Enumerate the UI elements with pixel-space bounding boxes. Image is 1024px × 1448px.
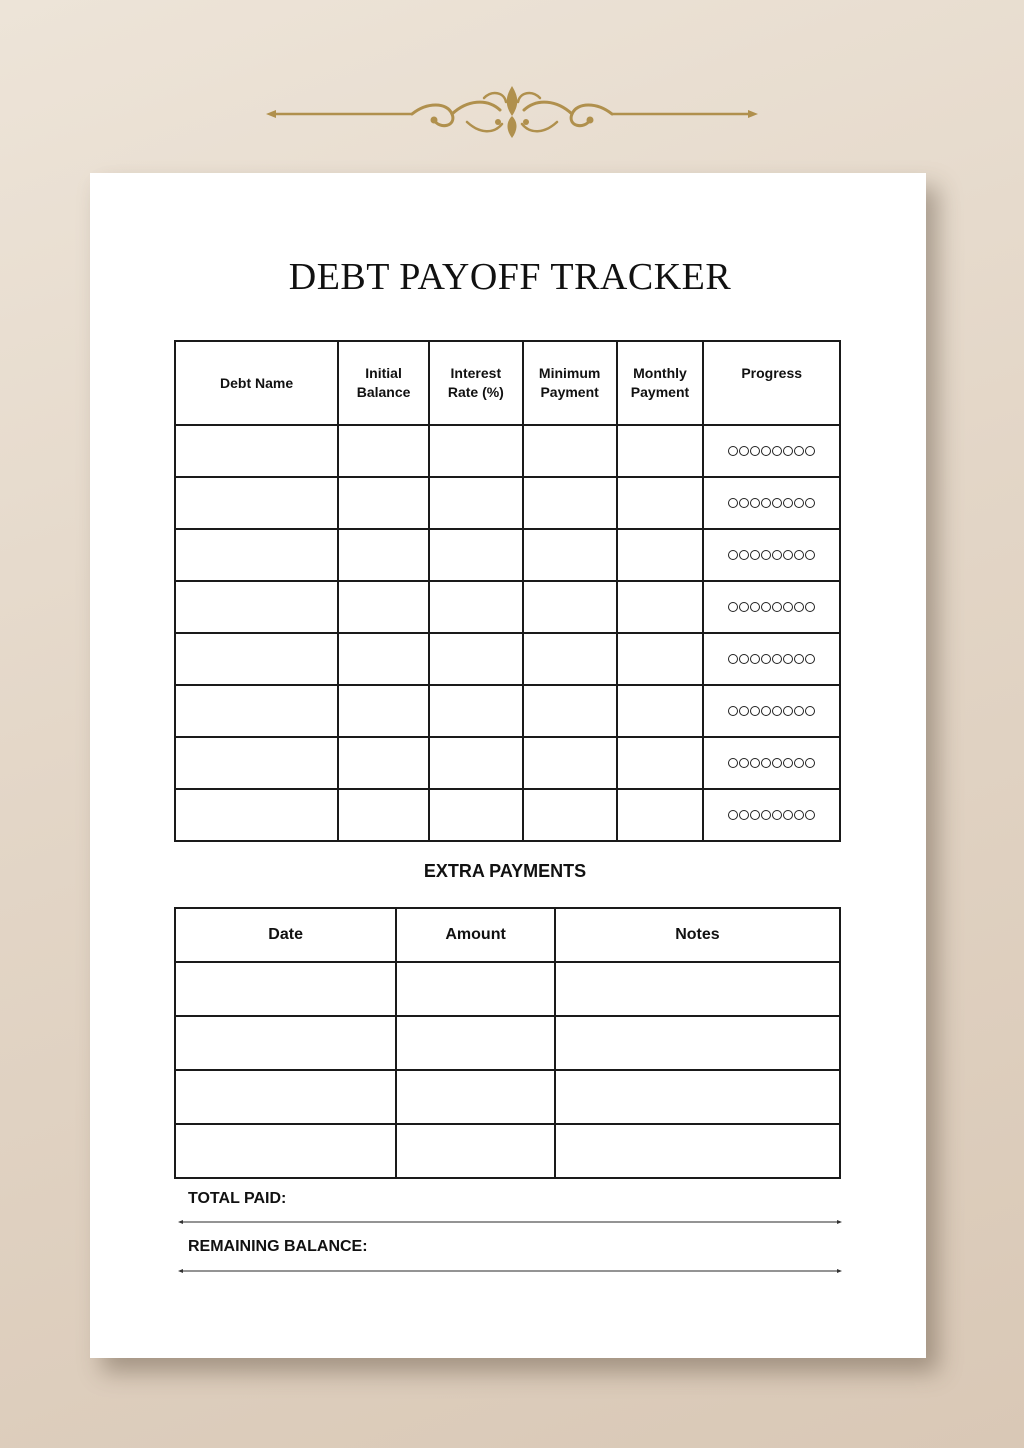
interest-rate-cell[interactable] — [429, 685, 523, 737]
table-row — [175, 529, 840, 581]
amount-cell[interactable] — [396, 1124, 555, 1178]
progress-circle-checkbox[interactable] — [783, 706, 793, 716]
progress-circle-checkbox[interactable] — [750, 758, 760, 768]
total-paid-label: TOTAL PAID: — [188, 1190, 287, 1207]
interest-rate-cell[interactable] — [429, 477, 523, 529]
monthly-payment-cell[interactable] — [617, 633, 704, 685]
monthly-payment-cell[interactable] — [617, 529, 704, 581]
notes-cell[interactable] — [555, 962, 840, 1016]
progress-circle-checkbox[interactable] — [750, 602, 760, 612]
progress-circle-checkbox[interactable] — [750, 810, 760, 820]
progress-circle-checkbox[interactable] — [750, 550, 760, 560]
date-cell[interactable] — [175, 1124, 396, 1178]
monthly-payment-cell[interactable] — [617, 581, 704, 633]
header-notes: Notes — [555, 908, 840, 962]
progress-circle-checkbox[interactable] — [739, 550, 749, 560]
progress-circle-checkbox[interactable] — [739, 602, 749, 612]
debt-name-cell[interactable] — [175, 633, 338, 685]
progress-circle-checkbox[interactable] — [739, 706, 749, 716]
minimum-payment-cell[interactable] — [523, 581, 617, 633]
remaining-balance-label: REMAINING BALANCE: — [188, 1238, 368, 1255]
monthly-payment-cell[interactable] — [617, 425, 704, 477]
interest-rate-cell[interactable] — [429, 581, 523, 633]
progress-circle-checkbox[interactable] — [783, 810, 793, 820]
progress-circle-checkbox[interactable] — [805, 446, 815, 456]
interest-rate-cell[interactable] — [429, 789, 523, 841]
remaining-balance-line[interactable] — [178, 1267, 842, 1275]
monthly-payment-cell[interactable] — [617, 477, 704, 529]
progress-circle-checkbox[interactable] — [739, 758, 749, 768]
progress-cell — [703, 529, 840, 581]
header-minimum-payment: Minimum Payment — [523, 341, 617, 425]
progress-circle-checkbox[interactable] — [761, 550, 771, 560]
initial-balance-cell[interactable] — [338, 633, 429, 685]
debt-table-header-row — [175, 341, 840, 425]
progress-circle-checkbox[interactable] — [728, 550, 738, 560]
notes-cell[interactable] — [555, 1016, 840, 1070]
progress-circle-checkbox[interactable] — [794, 498, 804, 508]
progress-circle-checkbox[interactable] — [805, 654, 815, 664]
initial-balance-cell[interactable] — [338, 581, 429, 633]
progress-circle-checkbox[interactable] — [805, 602, 815, 612]
progress-circle-checkbox[interactable] — [739, 498, 749, 508]
progress-circle-checkbox[interactable] — [772, 602, 782, 612]
notes-cell[interactable] — [555, 1070, 840, 1124]
interest-rate-cell[interactable] — [429, 737, 523, 789]
progress-cell — [703, 685, 840, 737]
amount-cell[interactable] — [396, 1070, 555, 1124]
table-row — [175, 477, 840, 529]
progress-circle-checkbox[interactable] — [728, 706, 738, 716]
table-row — [175, 737, 840, 789]
debt-name-cell[interactable] — [175, 425, 338, 477]
debt-name-cell[interactable] — [175, 477, 338, 529]
table-row — [175, 581, 840, 633]
progress-circle-checkbox[interactable] — [750, 446, 760, 456]
initial-balance-cell[interactable] — [338, 789, 429, 841]
progress-circle-checkbox[interactable] — [805, 550, 815, 560]
progress-circle-checkbox[interactable] — [805, 810, 815, 820]
progress-circle-checkbox[interactable] — [783, 758, 793, 768]
progress-circle-checkbox[interactable] — [805, 498, 815, 508]
progress-circle-checkbox[interactable] — [761, 602, 771, 612]
table-row — [175, 1070, 840, 1124]
minimum-payment-cell[interactable] — [523, 529, 617, 581]
interest-rate-cell[interactable] — [429, 529, 523, 581]
progress-cell — [703, 477, 840, 529]
progress-circle-checkbox[interactable] — [728, 810, 738, 820]
table-row — [175, 789, 840, 841]
debt-name-cell[interactable] — [175, 789, 338, 841]
minimum-payment-cell[interactable] — [523, 477, 617, 529]
table-row — [175, 1124, 840, 1178]
progress-circle-checkbox[interactable] — [761, 446, 771, 456]
date-cell[interactable] — [175, 1070, 396, 1124]
header-monthly-payment: Monthly Payment — [617, 341, 704, 425]
tracker-sheet — [90, 173, 926, 1358]
debt-table — [174, 340, 841, 842]
progress-circle-checkbox[interactable] — [772, 706, 782, 716]
progress-circle-checkbox[interactable] — [783, 498, 793, 508]
progress-circle-checkbox[interactable] — [794, 446, 804, 456]
initial-balance-cell[interactable] — [338, 425, 429, 477]
progress-circle-checkbox[interactable] — [761, 810, 771, 820]
progress-cell — [703, 633, 840, 685]
progress-circle-checkbox[interactable] — [761, 706, 771, 716]
debt-name-cell[interactable] — [175, 529, 338, 581]
table-row — [175, 685, 840, 737]
progress-circle-checkbox[interactable] — [728, 654, 738, 664]
progress-circle-checkbox[interactable] — [794, 602, 804, 612]
extra-payments-title: EXTRA PAYMENTS — [423, 861, 587, 881]
initial-balance-cell[interactable] — [338, 737, 429, 789]
progress-circle-checkbox[interactable] — [783, 654, 793, 664]
progress-circle-checkbox[interactable] — [794, 758, 804, 768]
monthly-payment-cell[interactable] — [617, 737, 704, 789]
progress-circle-checkbox[interactable] — [761, 758, 771, 768]
header-interest-rate: Interest Rate (%) — [429, 341, 523, 425]
debt-name-cell[interactable] — [175, 685, 338, 737]
progress-circle-checkbox[interactable] — [772, 758, 782, 768]
progress-circle-checkbox[interactable] — [772, 810, 782, 820]
notes-cell[interactable] — [555, 1124, 840, 1178]
header-debt-name: Debt Name — [175, 341, 338, 425]
extra-payments-table — [174, 907, 841, 1179]
date-cell[interactable] — [175, 1016, 396, 1070]
minimum-payment-cell[interactable] — [523, 685, 617, 737]
table-row — [175, 1016, 840, 1070]
flourish-ornament-icon — [262, 82, 762, 144]
progress-circle-checkbox[interactable] — [728, 758, 738, 768]
header-initial-balance: Initial Balance — [338, 341, 429, 425]
progress-cell — [703, 425, 840, 477]
extra-table-header-row — [175, 908, 840, 962]
progress-circle-checkbox[interactable] — [728, 498, 738, 508]
progress-cell — [703, 581, 840, 633]
amount-cell[interactable] — [396, 962, 555, 1016]
minimum-payment-cell[interactable] — [523, 633, 617, 685]
initial-balance-cell[interactable] — [338, 529, 429, 581]
progress-circle-checkbox[interactable] — [794, 706, 804, 716]
progress-circle-checkbox[interactable] — [805, 706, 815, 716]
interest-rate-cell[interactable] — [429, 425, 523, 477]
progress-circle-checkbox[interactable] — [750, 498, 760, 508]
progress-circle-checkbox[interactable] — [783, 602, 793, 612]
table-row — [175, 425, 840, 477]
debt-name-cell[interactable] — [175, 737, 338, 789]
progress-circle-checkbox[interactable] — [761, 498, 771, 508]
progress-circle-checkbox[interactable] — [728, 446, 738, 456]
progress-circle-checkbox[interactable] — [794, 810, 804, 820]
progress-circle-checkbox[interactable] — [772, 654, 782, 664]
monthly-payment-cell[interactable] — [617, 789, 704, 841]
progress-circle-checkbox[interactable] — [750, 654, 760, 664]
header-date: Date — [175, 908, 396, 962]
progress-circle-checkbox[interactable] — [728, 602, 738, 612]
progress-circle-checkbox[interactable] — [794, 550, 804, 560]
progress-circle-checkbox[interactable] — [772, 446, 782, 456]
initial-balance-cell[interactable] — [338, 477, 429, 529]
minimum-payment-cell[interactable] — [523, 425, 617, 477]
progress-circle-checkbox[interactable] — [783, 446, 793, 456]
progress-circle-checkbox[interactable] — [772, 550, 782, 560]
initial-balance-cell[interactable] — [338, 685, 429, 737]
debt-name-cell[interactable] — [175, 581, 338, 633]
progress-circle-checkbox[interactable] — [783, 550, 793, 560]
amount-cell[interactable] — [396, 1016, 555, 1070]
progress-circle-checkbox[interactable] — [739, 654, 749, 664]
date-cell[interactable] — [175, 962, 396, 1016]
page-title: DEBT PAYOFF TRACKER — [288, 256, 732, 298]
progress-circle-checkbox[interactable] — [739, 810, 749, 820]
monthly-payment-cell[interactable] — [617, 685, 704, 737]
progress-circle-checkbox[interactable] — [739, 446, 749, 456]
table-row — [175, 962, 840, 1016]
progress-circle-checkbox[interactable] — [772, 498, 782, 508]
progress-circle-checkbox[interactable] — [794, 654, 804, 664]
progress-circle-checkbox[interactable] — [805, 758, 815, 768]
progress-circle-checkbox[interactable] — [761, 654, 771, 664]
progress-cell — [703, 737, 840, 789]
table-row — [175, 633, 840, 685]
interest-rate-cell[interactable] — [429, 633, 523, 685]
header-amount: Amount — [396, 908, 555, 962]
progress-circle-checkbox[interactable] — [750, 706, 760, 716]
total-paid-line[interactable] — [178, 1218, 842, 1226]
header-progress: Progress — [703, 341, 840, 425]
progress-cell — [703, 789, 840, 841]
minimum-payment-cell[interactable] — [523, 789, 617, 841]
minimum-payment-cell[interactable] — [523, 737, 617, 789]
